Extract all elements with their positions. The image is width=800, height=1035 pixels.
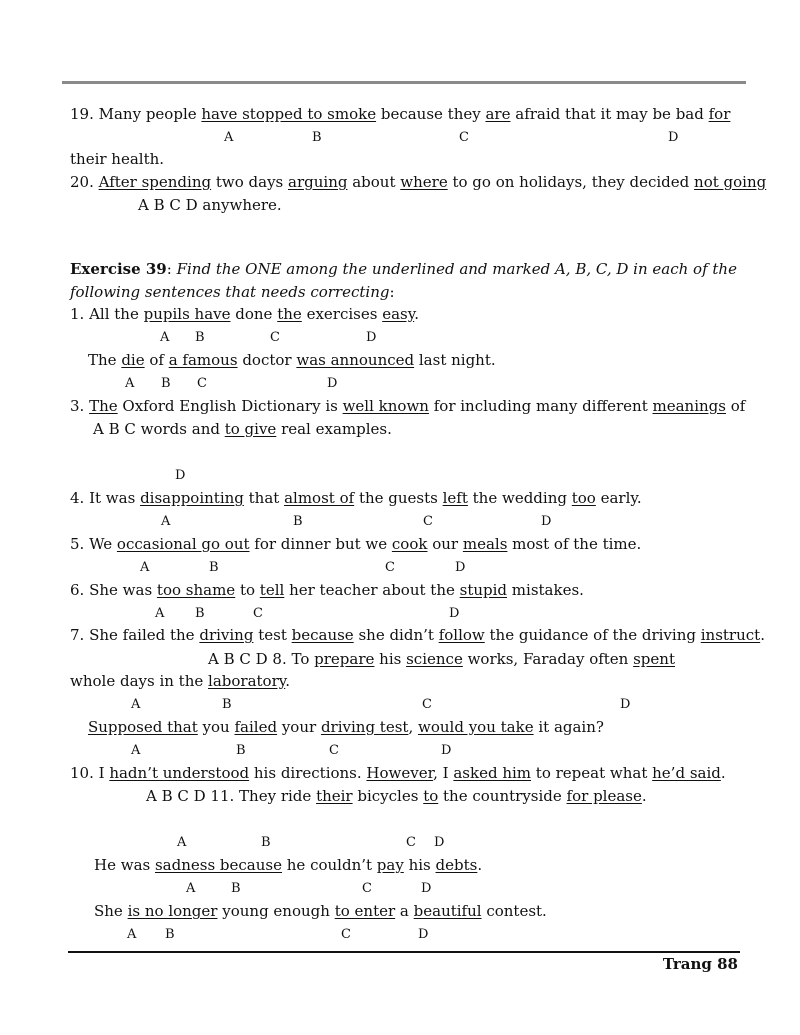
- question-4: 4. It was disappointing that almost of the guests left the wedding too early.: [70, 489, 642, 507]
- exercise-39-instruction: following sentences that needs correcting:: [70, 283, 395, 301]
- question-2: The die of a famous doctor was announced last night.: [88, 351, 496, 369]
- question-13: She is no longer young enough to enter a beautiful contest.: [94, 902, 547, 920]
- question-5: 5. We occasional go out for dinner but we cook our meals most of the time.: [70, 535, 642, 553]
- question-6: 6. She was too shame to tell her teacher about the stupid mistakes.: [70, 581, 584, 599]
- footer-rule: [68, 951, 740, 953]
- question-8: A B C D 8. To prepare his science works, Faraday often spent: [208, 650, 675, 668]
- header-rule: [62, 81, 746, 84]
- question-10: 10. I hadn’t understood his directions. However, I asked him to repeat what he’d said.: [70, 764, 726, 782]
- question-20: 20. After spending two days arguing about where to go on holidays, they decided not going: [70, 173, 767, 191]
- question-3-continuation: A B C words and to give real examples.: [93, 420, 392, 438]
- question-19-continuation: their health.: [70, 150, 165, 168]
- question-8-continuation: whole days in the laboratory.: [70, 672, 291, 690]
- question-3: 3. The Oxford English Dictionary is well known for including many different meanings of: [70, 397, 746, 415]
- question-7: 7. She failed the driving test because she didn’t follow the guidance of the driving instruct.: [70, 626, 765, 644]
- question-20-continuation: A B C D anywhere.: [138, 196, 282, 214]
- question-11: A B C D 11. They ride their bicycles to the countryside for please.: [146, 787, 647, 805]
- question-12: He was sadness because he couldn’t pay his debts.: [94, 856, 483, 874]
- question-9: Supposed that you failed your driving test, would you take it again?: [88, 718, 604, 736]
- question-1: 1. All the pupils have done the exercises easy.: [70, 305, 419, 323]
- exercise-39-heading: Exercise 39: Find the ONE among the underlined and marked A, B, C, D in each of the: [70, 260, 737, 278]
- page-number: Trang 88: [662, 955, 738, 973]
- question-19: 19. Many people have stopped to smoke because they are afraid that it may be bad for: [70, 105, 731, 123]
